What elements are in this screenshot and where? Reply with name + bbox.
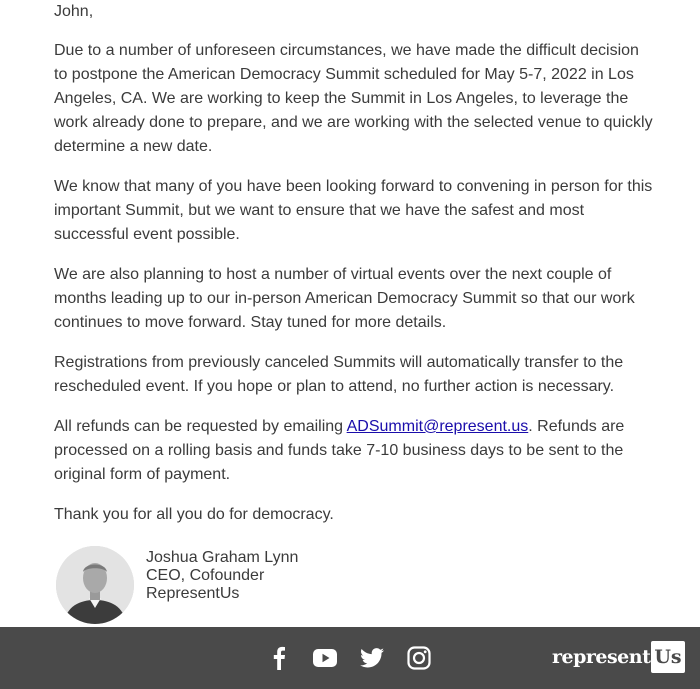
logo-badge: Us [651, 641, 685, 673]
signature-block [56, 546, 456, 626]
refund-text-after: . Refunds are processed on a rolling basis and funds take 7-10 business days to be sent to the original form of payment. [54, 418, 625, 483]
avatar [56, 546, 134, 624]
signer-org: RepresentUs [146, 585, 240, 602]
paragraph-refunds [54, 415, 654, 487]
paragraph-virtual-events: We are also planning to host a number of virtual events over the next couple of months leading up to our in-person American Democracy Summit so that our work continues to move forward. Stay tuned for more details. [54, 266, 635, 331]
closing-line: Thank you for all you do for democracy. [54, 506, 334, 523]
signer-name: Joshua Graham Lynn [146, 549, 299, 566]
signer-title: CEO, Cofounder [146, 567, 265, 584]
paragraph-registrations: Registrations from previously canceled Summits will automatically transfer to the rescheduled event. If you hope or plan to attend, no further action is necessary. [54, 354, 624, 395]
footer-bar [0, 627, 700, 689]
refund-email-link[interactable]: ADSummit@represent.us [346, 418, 529, 435]
greeting: John, [54, 3, 94, 20]
youtube-icon[interactable] [312, 645, 338, 671]
refund-text-before: All refunds can be requested by emailing [54, 418, 347, 435]
paragraph-safety: We know that many of you have been looking forward to convening in person for this important Summit, but we want to ensure that we have the safest and most successful event possible. [54, 178, 653, 243]
twitter-icon[interactable] [359, 645, 385, 671]
representus-logo[interactable] [552, 641, 686, 675]
logo-wordmark: represent [552, 646, 651, 668]
paragraph-postponement: Due to a number of unforeseen circumstances, we have made the difficult decision to postpone the American Democracy Summit scheduled for May 5-7, 2022 in Los Angeles, CA. We are working to keep the Summit in Los Angeles, to leverage the work already done to prepare, and we are working with the selected venue to quickly determine a new date. [54, 42, 653, 155]
email-body [54, 0, 654, 527]
signature-text [146, 549, 298, 603]
facebook-icon[interactable] [266, 645, 292, 671]
instagram-icon[interactable] [406, 645, 432, 671]
